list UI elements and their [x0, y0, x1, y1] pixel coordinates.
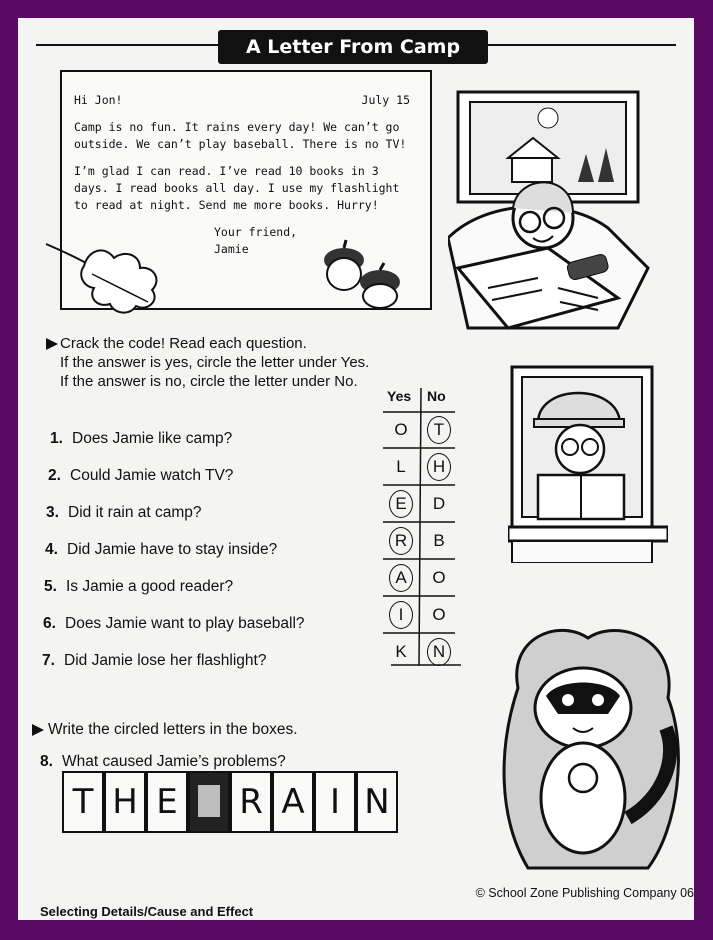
arrow-right-icon — [32, 724, 44, 736]
answer-box-6[interactable]: A — [272, 771, 314, 833]
letter-date: July 15 — [361, 93, 410, 107]
arrow-right-icon — [46, 338, 58, 350]
answer-box-7[interactable]: I — [314, 771, 356, 833]
raccoon-illustration — [488, 578, 694, 898]
letter-paragraph-1: Camp is no fun. It rains every day! We can’t go outside. We can’t play baseball. There is no TV! — [74, 120, 407, 151]
girl-reading-illustration — [448, 88, 678, 338]
title-banner — [218, 30, 488, 64]
answer-box-1[interactable]: T — [62, 771, 104, 833]
instruction-line-1: Crack the code! Read each question. — [60, 335, 307, 352]
acorn-icon — [314, 238, 424, 308]
footer-skill: Selecting Details/Cause and Effect — [40, 904, 254, 919]
instruction-line-3: If the answer is no, circle the letter under No. — [60, 373, 358, 390]
question-2: 2. Could Jamie watch TV? — [48, 467, 234, 484]
letter-signature: Jamie — [214, 242, 249, 256]
answer-1-yes[interactable]: O — [394, 420, 408, 439]
question-1: 1. Does Jamie like camp? — [50, 430, 233, 447]
answer-box-space — [188, 771, 230, 833]
code-grid — [383, 388, 461, 668]
answer-box-5[interactable]: R — [230, 771, 272, 833]
question-4: 4. Did Jamie have to stay inside? — [45, 541, 278, 558]
answer-box-3[interactable]: E — [146, 771, 188, 833]
answer-5-no[interactable]: O — [432, 568, 446, 587]
yes-header: Yes — [387, 388, 412, 404]
answer-3-yes[interactable]: E — [383, 494, 419, 514]
letter-greeting: Hi Jon! — [74, 93, 123, 107]
answer-box-8[interactable]: N — [356, 771, 398, 833]
page-title: A Letter From Camp — [245, 36, 461, 58]
answer-box-2[interactable]: H — [104, 771, 146, 833]
question-7: 7. Did Jamie lose her flashlight? — [42, 652, 267, 669]
answer-2-yes[interactable]: L — [396, 457, 406, 476]
write-instruction-row — [32, 720, 298, 739]
answer-5-yes[interactable]: A — [383, 568, 419, 588]
answer-4-yes[interactable]: R — [383, 531, 419, 551]
letter — [74, 92, 420, 258]
answer-4-no[interactable]: B — [433, 531, 445, 550]
answer-7-yes[interactable]: K — [395, 642, 407, 661]
answer-7-no[interactable]: N — [421, 642, 457, 662]
answer-3-no[interactable]: D — [432, 494, 446, 513]
no-header: No — [427, 388, 446, 404]
instruction-line-2: If the answer is yes, circle the letter under Yes. — [60, 354, 370, 371]
write-instruction: Write the circled letters in the boxes. — [48, 721, 298, 738]
letter-paragraph-2: I’m glad I can read. I’ve read 10 books in 3 days. I read books all day. I use my flashlight to read at night. Send me more books. Hurry! — [74, 164, 400, 212]
oak-leaf-icon — [44, 236, 164, 316]
letter-closing: Your friend, — [214, 225, 298, 239]
answer-6-yes[interactable]: I — [383, 605, 419, 625]
answer-2-no[interactable]: H — [421, 457, 457, 477]
answer-1-no[interactable]: T — [421, 420, 457, 440]
question-6: 6. Does Jamie want to play baseball? — [43, 615, 305, 632]
girl-in-window-illustration — [508, 363, 668, 563]
worksheet-page — [18, 18, 694, 920]
question-3: 3. Did it rain at camp? — [46, 504, 202, 521]
publisher-credit: © School Zone Publishing Company 06 — [475, 886, 694, 900]
instructions — [46, 334, 369, 391]
question-5: 5. Is Jamie a good reader? — [44, 578, 234, 595]
answer-6-no[interactable]: O — [432, 605, 446, 624]
question-8: 8. What caused Jamie’s problems? — [40, 753, 286, 770]
